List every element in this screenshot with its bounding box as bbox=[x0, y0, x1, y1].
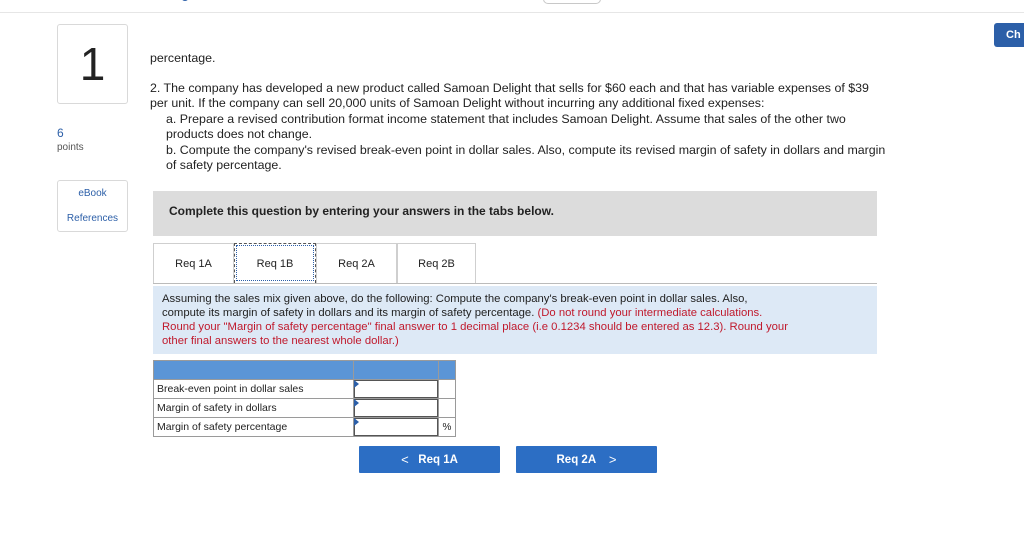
row-label-margin-dollars: Margin of safety in dollars bbox=[154, 399, 354, 418]
instructions-text: Complete this question by entering your answers in the tabs below. bbox=[169, 204, 554, 218]
part-b-line2: of safety percentage. bbox=[166, 158, 282, 173]
prev-req-button[interactable] bbox=[359, 446, 500, 473]
ebook-link[interactable]: eBook bbox=[78, 188, 107, 199]
prev-req-label: Req 1A bbox=[418, 453, 458, 466]
break-even-dollar-sales-input[interactable] bbox=[354, 380, 438, 398]
next-req-button[interactable] bbox=[516, 446, 657, 473]
check-my-work-button[interactable]: Ch bbox=[994, 23, 1024, 47]
input-flag-icon bbox=[354, 380, 359, 388]
row-unit bbox=[439, 399, 456, 418]
references-link[interactable]: References bbox=[66, 213, 119, 224]
tab-req-1a[interactable]: Req 1A bbox=[153, 243, 234, 283]
info-line2-text: compute its margin of safety in dollars and its margin of safety percentage. bbox=[162, 307, 535, 319]
question-number: 1 bbox=[57, 24, 128, 104]
input-flag-icon bbox=[354, 399, 359, 407]
margin-of-safety-dollars-input[interactable] bbox=[354, 399, 438, 417]
instructions-bar bbox=[153, 191, 877, 236]
resource-links bbox=[57, 180, 128, 232]
input-flag-icon bbox=[354, 418, 359, 426]
table-row bbox=[154, 418, 456, 437]
table-row bbox=[154, 380, 456, 399]
progress-indicator bbox=[181, 0, 189, 1]
chevron-right-icon: > bbox=[608, 452, 617, 467]
info-rounding-note-start: (Do not round your intermediate calculations. bbox=[537, 307, 763, 319]
info-line2 bbox=[162, 306, 869, 320]
chevron-left-icon: < bbox=[401, 452, 409, 467]
requirement-info bbox=[153, 286, 877, 354]
info-rounding-note: Round your "Margin of safety percentage" final answer to 1 decimal place (i.e 0.1234 should be entered as 12.3). Round your bbox=[162, 321, 788, 333]
next-req-label: Req 2A bbox=[556, 453, 597, 466]
points-value: 6 bbox=[57, 126, 64, 140]
row-unit bbox=[439, 380, 456, 399]
tab-divider bbox=[153, 283, 877, 284]
part-a-line1: a. Prepare a revised contribution format income statement that includes Samoan Delight. Assume that sales of the other two bbox=[166, 111, 846, 126]
part2-line1: 2. The company has developed a new product called Samoan Delight that sells for $60 each and that has variable expenses of $39 bbox=[150, 81, 869, 95]
top-bar bbox=[0, 0, 1024, 13]
points-label: points bbox=[57, 142, 84, 153]
row-label-margin-percentage: Margin of safety percentage bbox=[154, 418, 354, 437]
tab-req-2b[interactable]: Req 2B bbox=[397, 243, 476, 283]
question-intro: percentage. bbox=[150, 51, 216, 65]
info-line1: Assuming the sales mix given above, do the following: Compute the company's break-even point in dollar sales. Also, bbox=[162, 293, 748, 305]
tab-req-1b[interactable]: Req 1B bbox=[234, 243, 316, 283]
answer-table-header bbox=[154, 361, 456, 380]
top-pill-control[interactable] bbox=[543, 0, 601, 4]
part2-line2: per unit. If the company can sell 20,000 units of Samoan Delight without incurring any additional fixed expenses: bbox=[150, 96, 765, 111]
info-rounding-note-end: other final answers to the nearest whole dollar.) bbox=[162, 335, 399, 347]
tab-req-2a[interactable]: Req 2A bbox=[316, 243, 397, 283]
part-a-line2: products does not change. bbox=[166, 127, 313, 142]
answer-table bbox=[153, 360, 456, 437]
part-b-line1: b. Compute the company's revised break-even point in dollar sales. Also, compute its revised margin of safety in dollars and margin bbox=[166, 142, 886, 157]
margin-of-safety-percentage-input[interactable] bbox=[354, 418, 438, 436]
row-label-break-even: Break-even point in dollar sales bbox=[154, 380, 354, 399]
percent-unit: % bbox=[439, 418, 456, 437]
question-part-2 bbox=[150, 81, 950, 173]
table-row bbox=[154, 399, 456, 418]
